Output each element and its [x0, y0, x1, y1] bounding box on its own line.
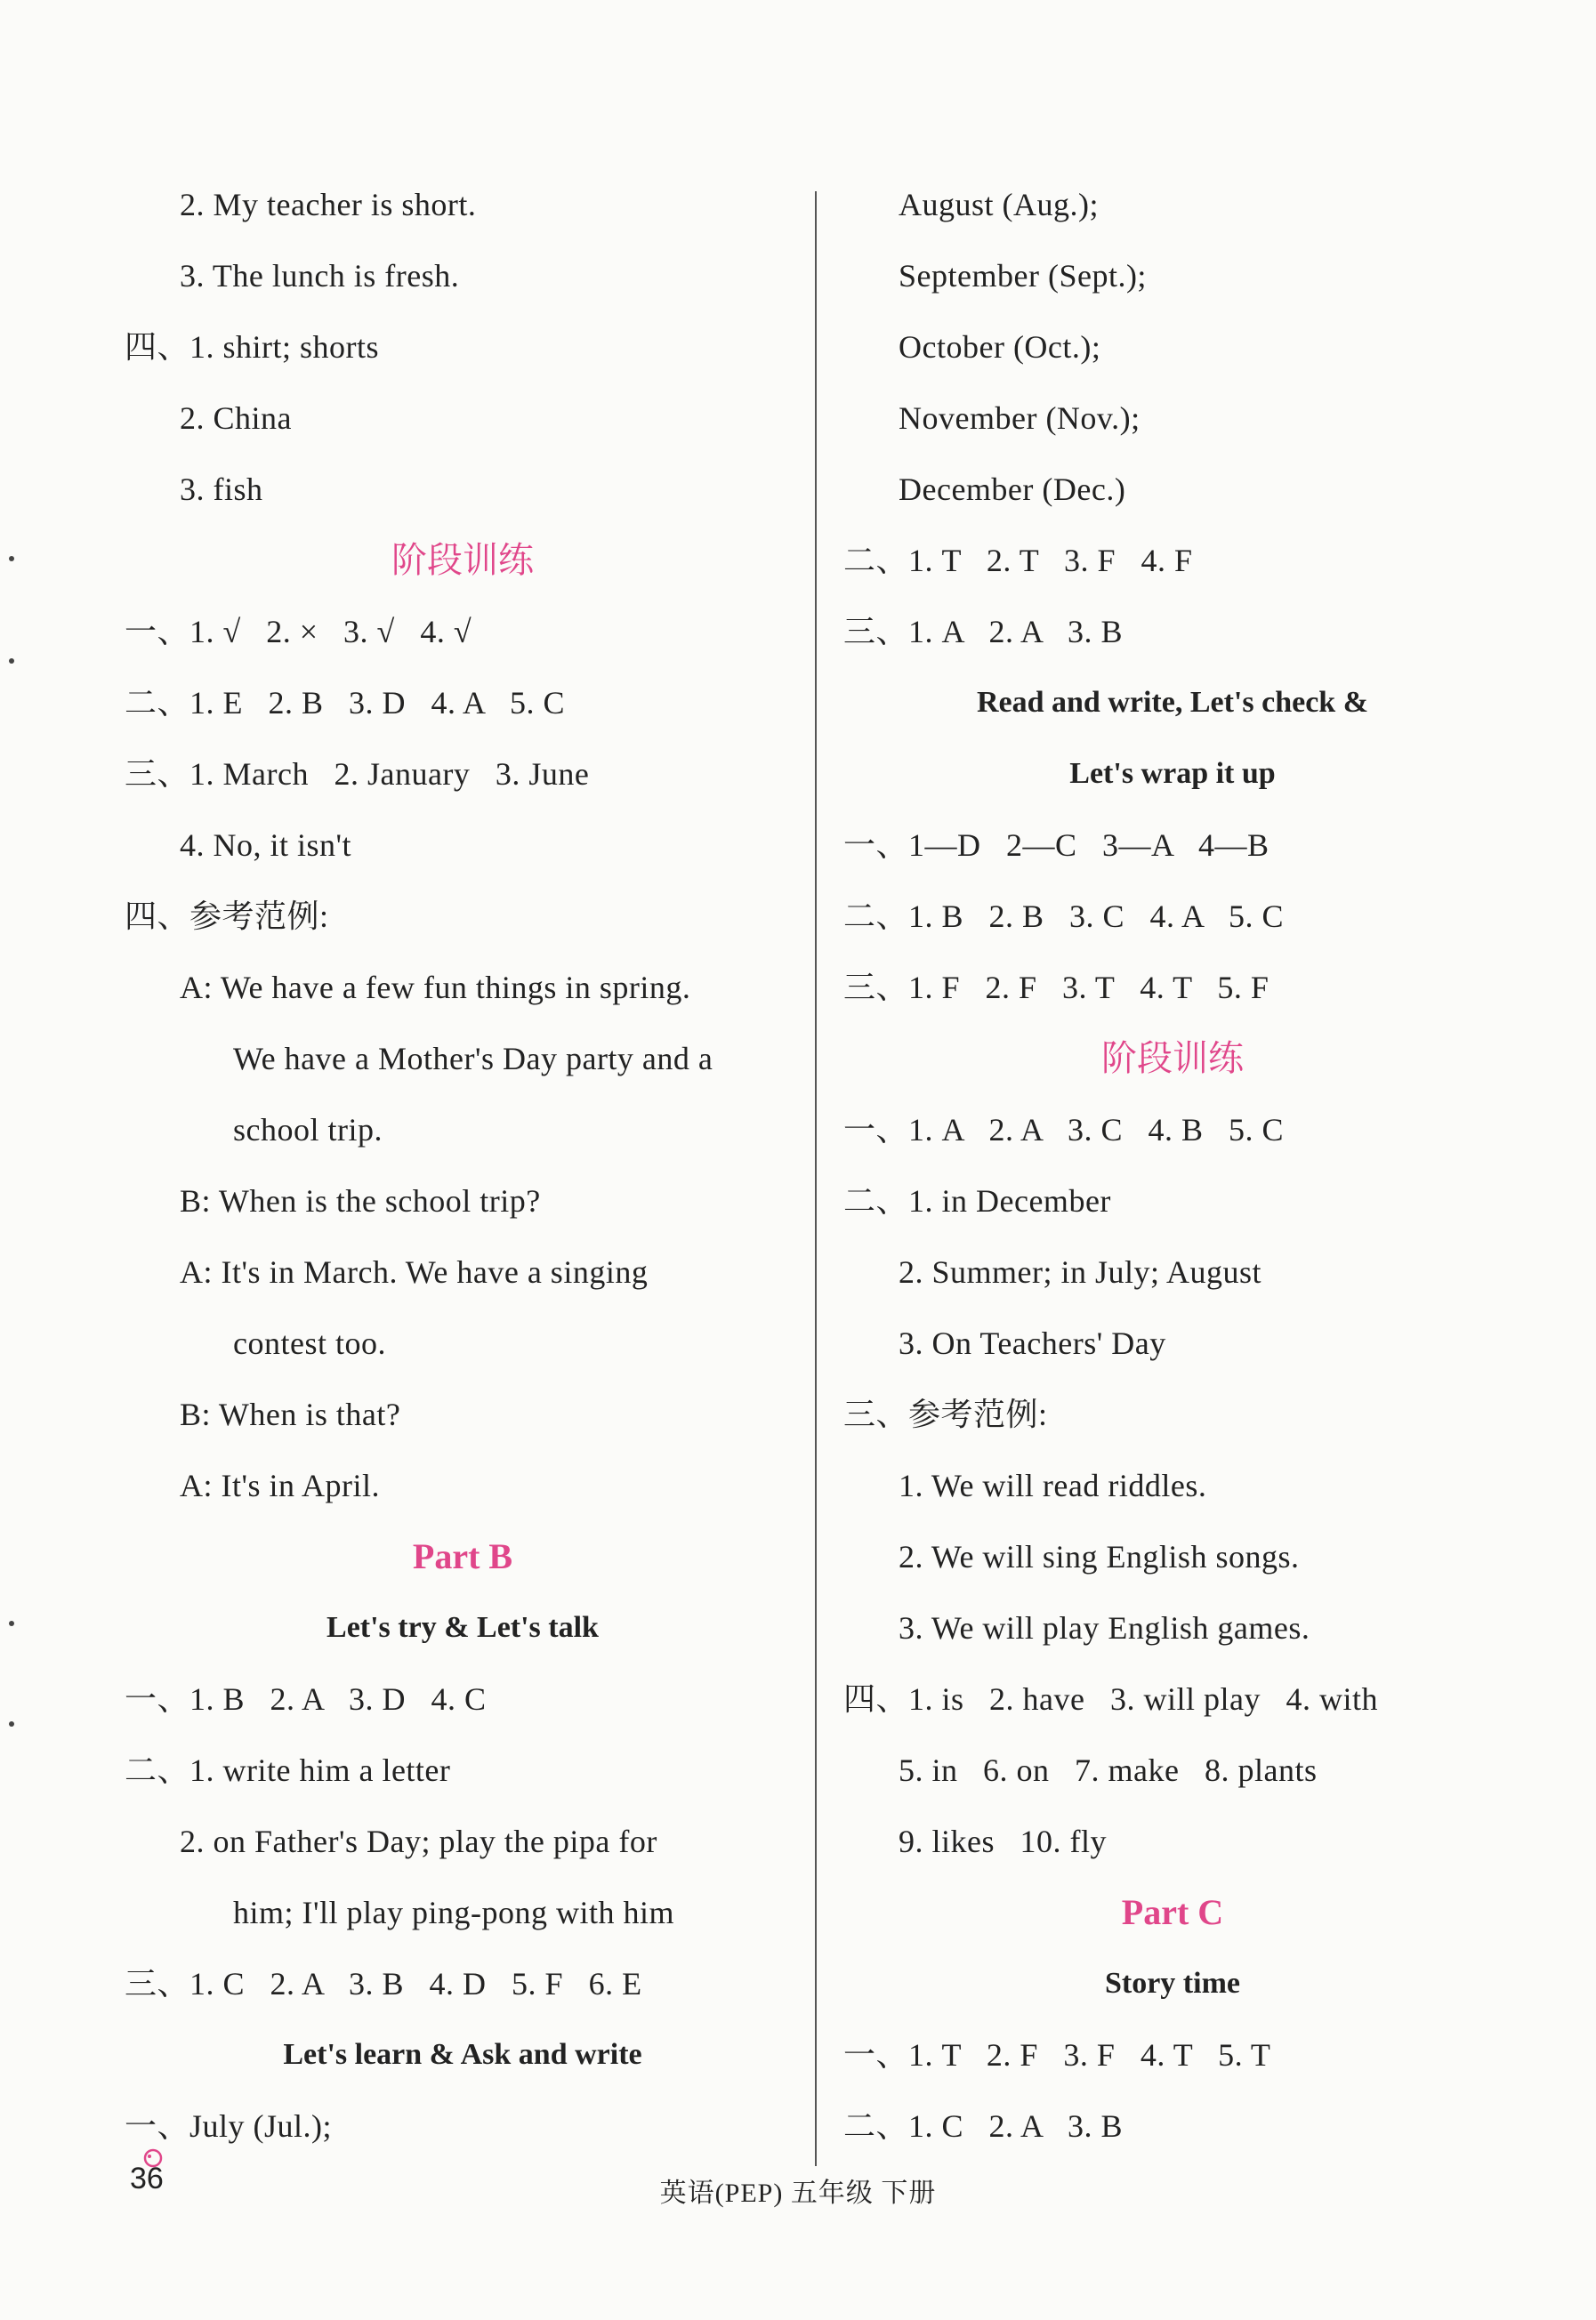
- answer-text: him; I'll play ping-pong with him: [233, 1895, 674, 1930]
- answer-line: [125, 881, 801, 952]
- answer-line: [125, 169, 801, 240]
- answer-text: 5. in 6. on 7. make 8. plants: [899, 1752, 1318, 1788]
- answer-text: A: It's in March. We have a singing: [180, 1254, 649, 1290]
- answer-text: 1. We will read riddles.: [899, 1468, 1207, 1503]
- margin-dot: [9, 556, 14, 561]
- answer-text: 2. My teacher is short.: [180, 187, 477, 222]
- answer-line: [125, 1094, 801, 1165]
- answer-text: 二、1. write him a letter: [125, 1752, 451, 1788]
- section-heading: Story time: [1104, 1967, 1240, 2000]
- answer-line: [125, 2090, 801, 2162]
- answer-text: December (Dec.): [899, 471, 1126, 507]
- answer-text: August (Aug.);: [899, 187, 1099, 222]
- section-heading: Let's wrap it up: [1069, 757, 1276, 790]
- right-column: [843, 169, 1502, 2162]
- answer-line: [125, 311, 801, 383]
- answer-text: 四、参考范例:: [125, 898, 329, 934]
- answer-line: [843, 1521, 1502, 1592]
- section-heading: Let's try & Let's talk: [326, 1611, 599, 1644]
- section-title: Part B: [412, 1536, 513, 1576]
- answer-text: 一、1—D 2—C 3—A 4—B: [843, 827, 1270, 863]
- answer-text: 9. likes 10. fly: [899, 1824, 1107, 1859]
- answer-line: [125, 1663, 801, 1735]
- answer-text: 二、1. B 2. B 3. C 4. A 5. C: [843, 898, 1285, 934]
- answer-text: We have a Mother's Day party and a: [233, 1041, 713, 1076]
- answer-line: [843, 525, 1502, 596]
- answer-text: November (Nov.);: [899, 400, 1141, 436]
- answer-line: [843, 1094, 1502, 1165]
- answer-line: [843, 311, 1502, 383]
- answer-text: contest too.: [233, 1325, 386, 1361]
- answer-line: [843, 952, 1502, 1023]
- section-title: 阶段训练: [391, 540, 534, 580]
- answer-text: 一、July (Jul.);: [125, 2108, 333, 2144]
- left-column: [125, 169, 801, 2162]
- answer-line: [843, 1165, 1502, 1237]
- answer-line: [843, 1806, 1502, 1877]
- section-title: Part C: [1121, 1892, 1224, 1932]
- answer-text: B: When is that?: [180, 1397, 401, 1432]
- answer-line: [843, 596, 1502, 667]
- answer-line: [125, 1379, 801, 1450]
- answer-text: 2. We will sing English songs.: [899, 1539, 1300, 1575]
- section-title: 阶段训练: [1101, 1038, 1244, 1078]
- answer-line: [843, 169, 1502, 240]
- answer-text: 一、1. A 2. A 3. C 4. B 5. C: [843, 1112, 1285, 1148]
- answer-text: 3. The lunch is fresh.: [180, 258, 460, 294]
- answer-text: 二、1. C 2. A 3. B: [843, 2108, 1124, 2144]
- answer-text: 二、1. E 2. B 3. D 4. A 5. C: [125, 685, 566, 721]
- answer-text: September (Sept.);: [899, 258, 1147, 294]
- section-heading: Let's learn & Ask and write: [283, 2038, 642, 2071]
- answer-text: 三、1. C 2. A 3. B 4. D 5. F 6. E: [125, 1966, 642, 2002]
- answer-line: [125, 1735, 801, 1806]
- answer-line: [125, 240, 801, 311]
- answer-line: [843, 1379, 1502, 1450]
- margin-dot: [9, 1621, 14, 1626]
- answer-text: 三、1. F 2. F 3. T 4. T 5. F: [843, 970, 1270, 1005]
- answer-line: [125, 596, 801, 667]
- column-divider: [815, 191, 817, 2166]
- answer-line: [843, 1735, 1502, 1806]
- answer-line: [843, 454, 1502, 525]
- answer-line: [843, 810, 1502, 881]
- answer-text: 2. Summer; in July; August: [899, 1254, 1262, 1290]
- answer-text: 一、1. T 2. F 3. F 4. T 5. T: [843, 2037, 1271, 2073]
- answer-text: 四、1. is 2. have 3. will play 4. with: [843, 1681, 1378, 1717]
- answer-text: 3. We will play English games.: [899, 1610, 1310, 1646]
- answer-line: [125, 952, 801, 1023]
- answer-text: 三、参考范例:: [843, 1397, 1048, 1432]
- answer-line: [125, 383, 801, 454]
- answer-line: [125, 1948, 801, 2019]
- answer-line: [125, 810, 801, 881]
- section-heading: Read and write, Let's check &: [976, 686, 1369, 719]
- answer-line: [843, 2090, 1502, 2162]
- page-number: 36: [130, 2162, 164, 2195]
- answer-text: A: We have a few fun things in spring.: [180, 970, 691, 1005]
- answer-line: [843, 2019, 1502, 2090]
- answer-line: [843, 1308, 1502, 1379]
- answer-text: 二、1. T 2. T 3. F 4. F: [843, 543, 1193, 578]
- answer-text: school trip.: [233, 1112, 383, 1148]
- answer-line: [843, 1237, 1502, 1308]
- answer-text: 4. No, it isn't: [180, 827, 352, 863]
- answer-line: [125, 1165, 801, 1237]
- answer-line: [125, 1450, 801, 1521]
- margin-dot: [9, 1721, 14, 1727]
- answer-text: 2. on Father's Day; play the pipa for: [180, 1824, 657, 1859]
- answer-line: [843, 383, 1502, 454]
- answer-line: [125, 454, 801, 525]
- answer-line: [125, 738, 801, 810]
- answer-line: [125, 1023, 801, 1094]
- answer-text: 一、1. B 2. A 3. D 4. C: [125, 1681, 487, 1717]
- answer-text: B: When is the school trip?: [180, 1183, 541, 1219]
- answer-text: 一、1. √ 2. × 3. √ 4. √: [125, 614, 472, 649]
- answer-line: [843, 1592, 1502, 1663]
- answer-line: [843, 1663, 1502, 1735]
- answer-text: 2. China: [180, 400, 292, 436]
- answer-line: [843, 1450, 1502, 1521]
- answer-text: A: It's in April.: [180, 1468, 380, 1503]
- answer-text: 3. fish: [180, 471, 263, 507]
- answer-text: 二、1. in December: [843, 1183, 1111, 1219]
- answer-line: [125, 1308, 801, 1379]
- answer-line: [125, 667, 801, 738]
- answer-line: [125, 1806, 801, 1877]
- answer-text: 三、1. A 2. A 3. B: [843, 614, 1124, 649]
- answer-text: 三、1. March 2. January 3. June: [125, 756, 590, 792]
- answer-line: [843, 240, 1502, 311]
- margin-dot: [9, 658, 14, 664]
- answer-text: 3. On Teachers' Day: [899, 1325, 1166, 1361]
- answer-line: [843, 881, 1502, 952]
- footer-title: 英语(PEP) 五年级 下册: [659, 2179, 937, 2208]
- answer-line: [125, 1237, 801, 1308]
- answer-text: 四、1. shirt; shorts: [125, 329, 380, 365]
- answer-text: October (Oct.);: [899, 329, 1101, 365]
- answer-line: [125, 1877, 801, 1948]
